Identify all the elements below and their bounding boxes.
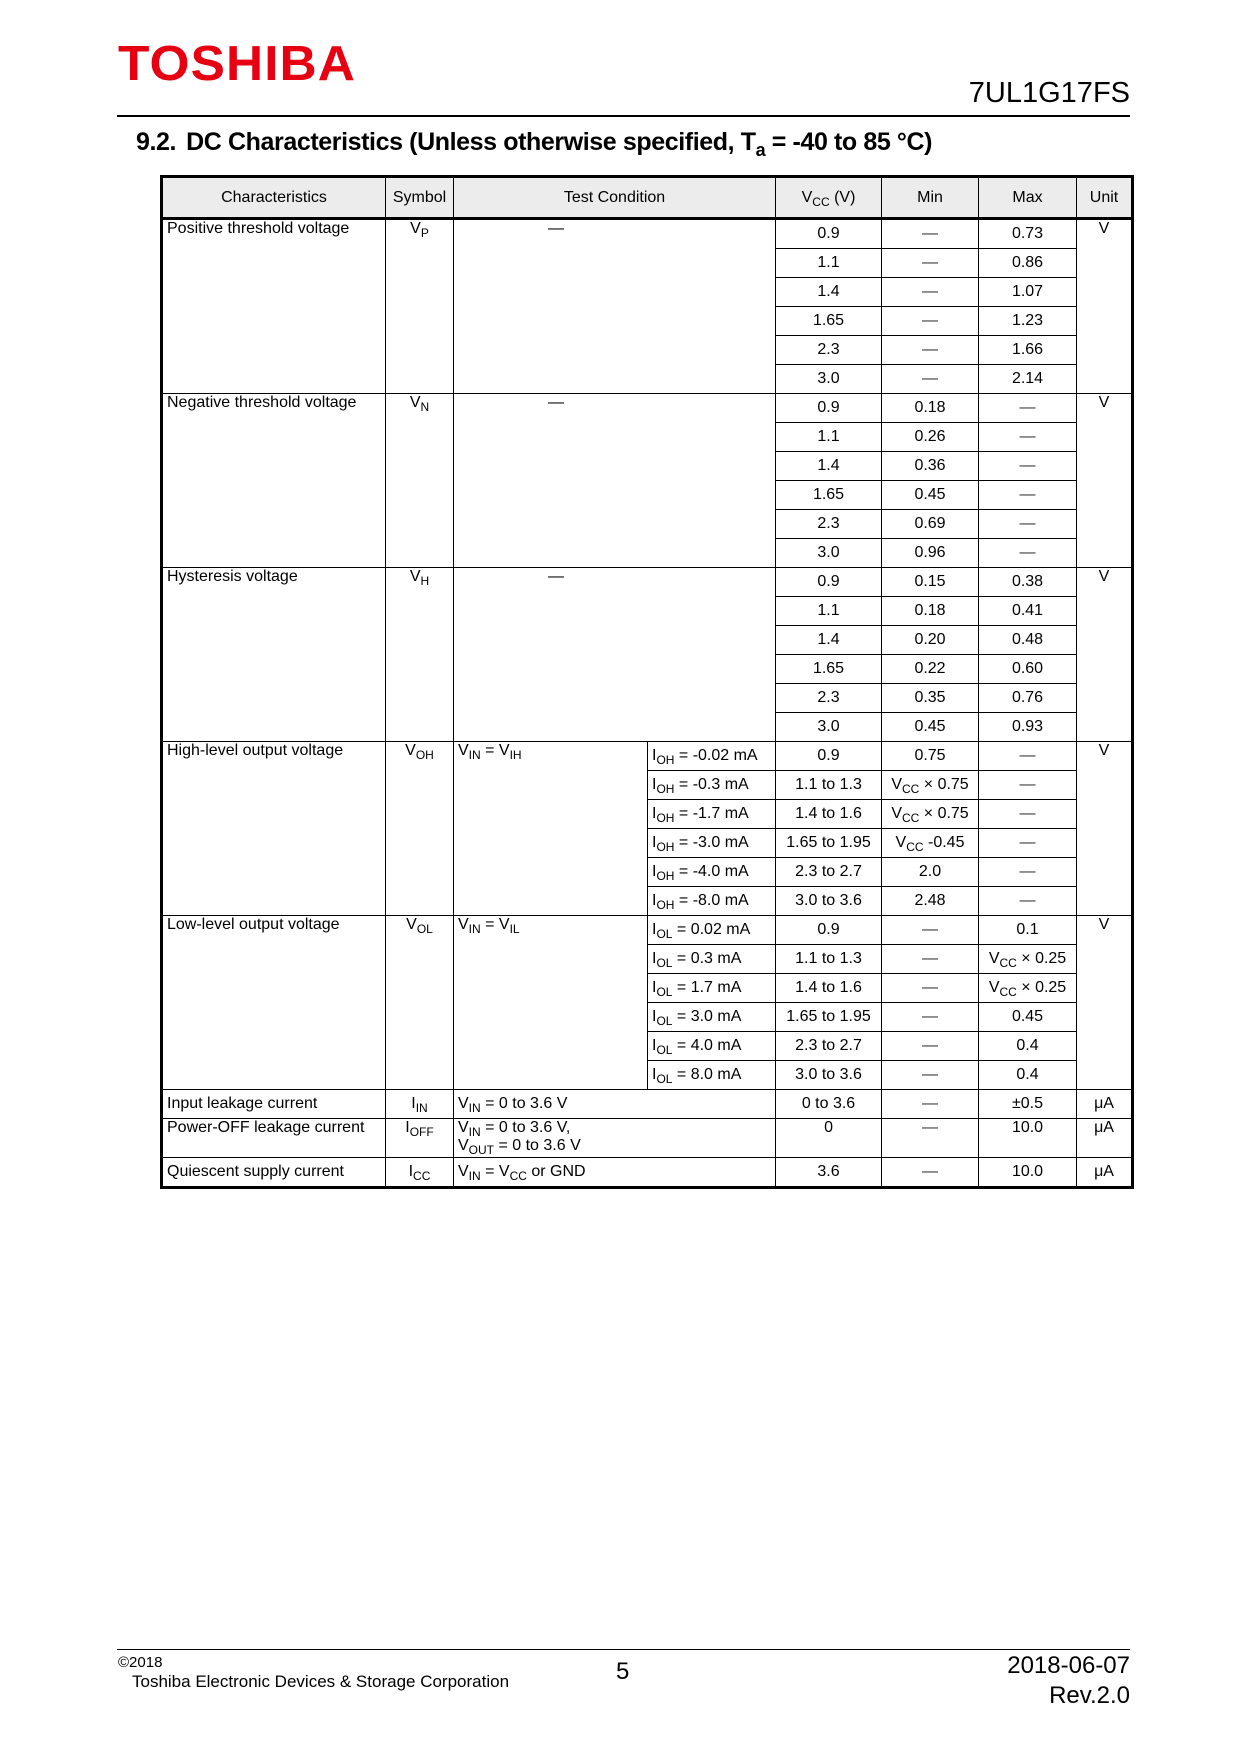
min-cell: — (882, 1061, 979, 1090)
min-cell: — (882, 1003, 979, 1032)
header-min: Min (882, 177, 979, 219)
max-cell: — (979, 742, 1077, 771)
test-condition: — (454, 568, 776, 742)
table-row (162, 394, 1133, 423)
min-cell: — (882, 1158, 979, 1188)
max-cell: 2.14 (979, 365, 1077, 394)
min-cell: 0.45 (882, 481, 979, 510)
min-cell: — (882, 365, 979, 394)
max-cell: — (979, 800, 1077, 829)
vcc-cell: 1.1 (776, 249, 882, 278)
vcc-cell: 1.4 (776, 278, 882, 307)
symbol: $I_{IN}$ (386, 1090, 454, 1119)
vcc-cell: 0.9 (776, 568, 882, 597)
characteristic-name: Low-level output voltage (162, 916, 386, 1090)
min-cell: 0.18 (882, 597, 979, 626)
characteristic-name: Quiescent supply current (162, 1158, 386, 1188)
characteristic-name: High-level output voltage (162, 742, 386, 916)
header-characteristics: Characteristics (162, 177, 386, 219)
vcc-cell: 1.65 (776, 307, 882, 336)
max-cell: $V_{CC} \times 0.25$ (979, 974, 1077, 1003)
min-cell: $V_{CC}$ -0.45 (882, 829, 979, 858)
section-title-subscript: a (755, 140, 766, 160)
min-cell: 0.15 (882, 568, 979, 597)
output-current-condition: $I_{OL} = 0.3$ mA (648, 945, 776, 974)
test-condition-line-1: $V_{IN} = 0$ to 3.6 V, (458, 1119, 571, 1139)
header-unit: Unit (1077, 177, 1133, 219)
test-condition: $V_{IN} = 0$ to 3.6 V (454, 1090, 776, 1119)
max-cell: 1.23 (979, 307, 1077, 336)
min-cell: 0.18 (882, 394, 979, 423)
symbol: $I_{OFF}$ (386, 1119, 454, 1158)
vcc-cell: 3.0 (776, 539, 882, 568)
min-cell: — (882, 336, 979, 365)
output-current-condition: $I_{OL} = 8.0$ mA (648, 1061, 776, 1090)
header-max: Max (979, 177, 1077, 219)
table-row (162, 742, 1133, 771)
unit-cell: μA (1077, 1119, 1133, 1158)
symbol: $I_{CC}$ (386, 1158, 454, 1188)
vcc-cell: 1.65 to 1.95 (776, 1003, 882, 1032)
vcc-cell: 1.1 (776, 597, 882, 626)
unit-cell: V (1077, 742, 1133, 916)
vcc-cell: 1.4 (776, 626, 882, 655)
unit-cell: V (1077, 916, 1133, 1090)
characteristic-name: Negative threshold voltage (162, 394, 386, 568)
table-header-row (162, 177, 1133, 219)
toshiba-logo: TOSHIBA (118, 37, 356, 91)
output-current-condition: $I_{OH} = -1.7$ mA (648, 800, 776, 829)
input-condition: $V_{IN} = V_{IL}$ (454, 916, 648, 1090)
symbol: $V_H$ (386, 568, 454, 742)
header-test-condition: Test Condition (454, 177, 776, 219)
max-cell: 10.0 (979, 1158, 1077, 1188)
max-cell: 0.73 (979, 219, 1077, 249)
max-cell: 0.1 (979, 916, 1077, 945)
vcc-cell: 2.3 to 2.7 (776, 1032, 882, 1061)
dc-characteristics-table (160, 175, 1134, 1189)
max-cell: — (979, 539, 1077, 568)
min-cell: — (882, 974, 979, 1003)
min-cell: — (882, 1090, 979, 1119)
output-current-condition: $I_{OH} = -0.3$ mA (648, 771, 776, 800)
output-current-condition: $I_{OH} = -3.0$ mA (648, 829, 776, 858)
min-cell: $V_{CC} \times 0.75$ (882, 800, 979, 829)
vcc-cell: 3.0 (776, 713, 882, 742)
characteristic-name: Positive threshold voltage (162, 219, 386, 394)
test-condition: $V_{IN} = V_{CC}$ or GND (454, 1158, 776, 1188)
table-row (162, 219, 1133, 249)
vcc-cell: 0 (776, 1119, 882, 1158)
vcc-cell: 2.3 (776, 510, 882, 539)
min-cell: 2.0 (882, 858, 979, 887)
max-cell: 1.66 (979, 336, 1077, 365)
table-row (162, 916, 1133, 945)
min-cell: 0.96 (882, 539, 979, 568)
max-cell: 10.0 (979, 1119, 1077, 1158)
min-cell: — (882, 307, 979, 336)
table-row (162, 568, 1133, 597)
vcc-cell: 0.9 (776, 742, 882, 771)
unit-cell: V (1077, 394, 1133, 568)
section-title (136, 128, 933, 160)
section-title-tail: = -40 to 85 °C) (765, 128, 933, 156)
min-cell: 0.22 (882, 655, 979, 684)
page-number: 5 (616, 1658, 630, 1685)
max-cell: 0.41 (979, 597, 1077, 626)
output-current-condition: $I_{OH} = -8.0$ mA (648, 887, 776, 916)
min-cell: — (882, 249, 979, 278)
max-cell: — (979, 771, 1077, 800)
max-cell: 0.38 (979, 568, 1077, 597)
output-current-condition: $I_{OL} = 0.02$ mA (648, 916, 776, 945)
section-title-text: DC Characteristics (Unless otherwise specified, T (186, 128, 756, 156)
max-cell: — (979, 423, 1077, 452)
min-cell: 2.48 (882, 887, 979, 916)
input-condition: $V_{IN} = V_{IH}$ (454, 742, 648, 916)
test-condition (454, 1119, 776, 1158)
revision: Rev.2.0 (1049, 1682, 1130, 1709)
vcc-cell: 1.1 (776, 423, 882, 452)
vcc-cell: 0.9 (776, 219, 882, 249)
min-cell: — (882, 278, 979, 307)
output-current-condition: $I_{OH} = -4.0$ mA (648, 858, 776, 887)
max-cell: 0.4 (979, 1061, 1077, 1090)
unit-cell: V (1077, 568, 1133, 742)
vcc-cell: 2.3 (776, 684, 882, 713)
footer-divider (117, 1649, 1130, 1650)
vcc-cell: 1.1 to 1.3 (776, 771, 882, 800)
max-cell: 0.60 (979, 655, 1077, 684)
max-cell: 0.4 (979, 1032, 1077, 1061)
header-divider (117, 115, 1130, 117)
vcc-cell: 1.4 to 1.6 (776, 974, 882, 1003)
min-cell: 0.75 (882, 742, 979, 771)
vcc-cell: 3.0 to 3.6 (776, 1061, 882, 1090)
vcc-cell: 1.65 (776, 655, 882, 684)
document-id: 7UL1G17FS (968, 77, 1130, 109)
header-symbol: Symbol (386, 177, 454, 219)
vcc-cell: 2.3 (776, 336, 882, 365)
max-cell: 1.07 (979, 278, 1077, 307)
table-row (162, 1158, 1133, 1188)
min-cell: $V_{CC} \times 0.75$ (882, 771, 979, 800)
table-row (162, 1090, 1133, 1119)
output-current-condition: $I_{OL} = 3.0$ mA (648, 1003, 776, 1032)
test-condition: — (454, 394, 776, 568)
vcc-cell: 1.4 (776, 452, 882, 481)
unit-cell: μA (1077, 1090, 1133, 1119)
characteristic-name: Hysteresis voltage (162, 568, 386, 742)
company-name: Toshiba Electronic Devices & Storage Corporation (132, 1672, 510, 1691)
max-cell: 0.48 (979, 626, 1077, 655)
vcc-cell: 2.3 to 2.7 (776, 858, 882, 887)
unit-cell: V (1077, 219, 1133, 394)
min-cell: — (882, 1119, 979, 1158)
output-current-condition: $I_{OH} = -0.02$ mA (648, 742, 776, 771)
symbol: $V_N$ (386, 394, 454, 568)
vcc-cell: 3.0 to 3.6 (776, 887, 882, 916)
unit-cell: μA (1077, 1158, 1133, 1188)
test-condition-line-2: $V_{OUT} = 0$ to 3.6 V (458, 1137, 581, 1157)
vcc-cell: 1.65 to 1.95 (776, 829, 882, 858)
min-cell: 0.36 (882, 452, 979, 481)
vcc-cell: 1.1 to 1.3 (776, 945, 882, 974)
vcc-cell: 1.65 (776, 481, 882, 510)
characteristic-name: Power-OFF leakage current (162, 1119, 386, 1158)
table-row (162, 1119, 1133, 1158)
min-cell: — (882, 1032, 979, 1061)
test-condition: — (454, 219, 776, 394)
max-cell: 0.86 (979, 249, 1077, 278)
characteristic-name: Input leakage current (162, 1090, 386, 1119)
max-cell: — (979, 510, 1077, 539)
vcc-cell: 0 to 3.6 (776, 1090, 882, 1119)
vcc-cell: 3.6 (776, 1158, 882, 1188)
min-cell: — (882, 219, 979, 249)
output-current-condition: $I_{OL} = 1.7$ mA (648, 974, 776, 1003)
min-cell: 0.69 (882, 510, 979, 539)
max-cell: ±0.5 (979, 1090, 1077, 1119)
copyright: ©2018 (118, 1654, 163, 1671)
output-current-condition: $I_{OL} = 4.0$ mA (648, 1032, 776, 1061)
symbol: $V_{OL}$ (386, 916, 454, 1090)
min-cell: 0.26 (882, 423, 979, 452)
symbol: $V_P$ (386, 219, 454, 394)
max-cell: 0.93 (979, 713, 1077, 742)
publication-date: 2018-06-07 (1007, 1652, 1130, 1679)
max-cell: $V_{CC} \times 0.25$ (979, 945, 1077, 974)
section-number: 9.2. (136, 128, 177, 156)
max-cell: 0.45 (979, 1003, 1077, 1032)
min-cell: — (882, 916, 979, 945)
vcc-cell: 0.9 (776, 916, 882, 945)
vcc-cell: 1.4 to 1.6 (776, 800, 882, 829)
vcc-cell: 3.0 (776, 365, 882, 394)
min-cell: — (882, 945, 979, 974)
max-cell: — (979, 452, 1077, 481)
min-cell: 0.45 (882, 713, 979, 742)
max-cell: 0.76 (979, 684, 1077, 713)
max-cell: — (979, 481, 1077, 510)
max-cell: — (979, 858, 1077, 887)
min-cell: 0.20 (882, 626, 979, 655)
min-cell: 0.35 (882, 684, 979, 713)
vcc-cell: 0.9 (776, 394, 882, 423)
max-cell: — (979, 829, 1077, 858)
header-vcc: $V_{CC}$ (V) (776, 177, 882, 219)
max-cell: — (979, 887, 1077, 916)
max-cell: — (979, 394, 1077, 423)
symbol: $V_{OH}$ (386, 742, 454, 916)
